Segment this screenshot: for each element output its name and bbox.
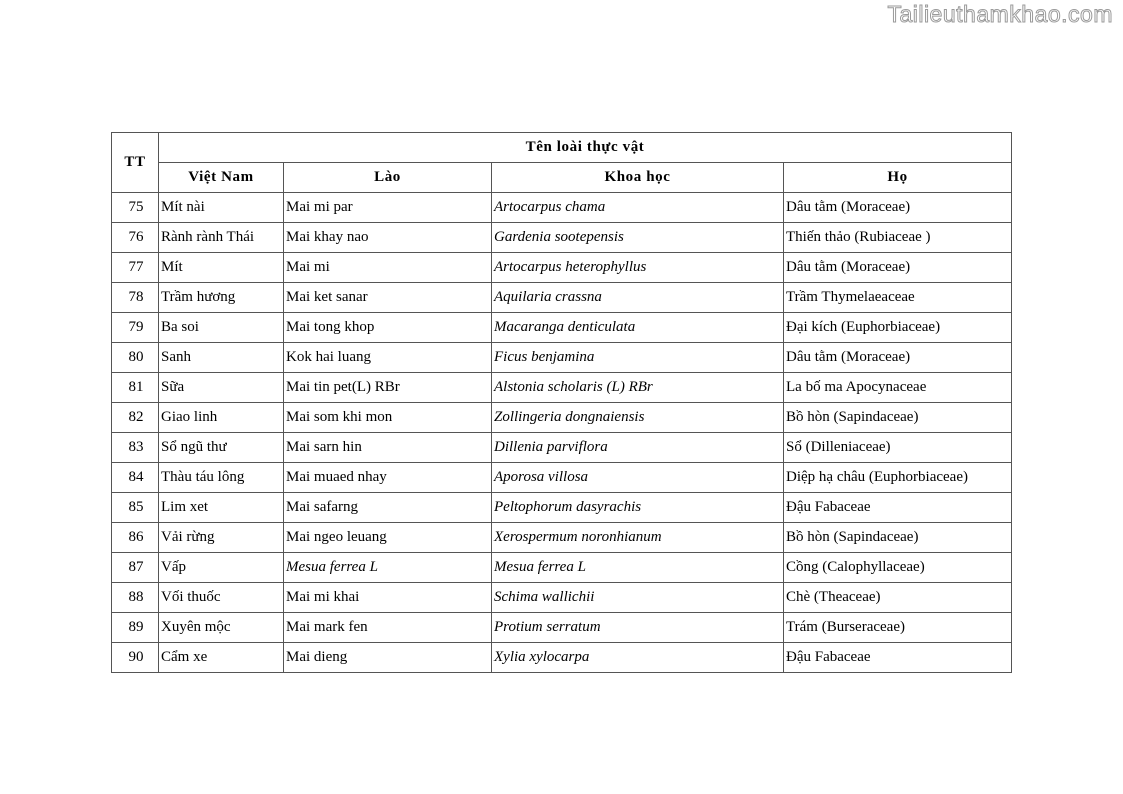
- cell-vietnam-name: Vải rừng: [159, 523, 284, 553]
- header-lao: Lào: [284, 163, 492, 193]
- cell-lao-name: Mai tin pet(L) RBr: [284, 373, 492, 403]
- cell-tt: 85: [112, 493, 159, 523]
- cell-scientific-name: Protium serratum: [492, 613, 784, 643]
- cell-family: Bồ hòn (Sapindaceae): [784, 523, 1012, 553]
- cell-lao-name: Mai khay nao: [284, 223, 492, 253]
- table-row: [112, 253, 1012, 283]
- cell-vietnam-name: Giao linh: [159, 403, 284, 433]
- cell-family: Cồng (Calophyllaceae): [784, 553, 1012, 583]
- cell-tt: 84: [112, 463, 159, 493]
- cell-tt: 75: [112, 193, 159, 223]
- cell-tt: 82: [112, 403, 159, 433]
- header-khoa-hoc: Khoa học: [492, 163, 784, 193]
- cell-scientific-name: Peltophorum dasyrachis: [492, 493, 784, 523]
- cell-lao-name: Mai muaed nhay: [284, 463, 492, 493]
- cell-vietnam-name: Xuyên mộc: [159, 613, 284, 643]
- table-row: [112, 433, 1012, 463]
- cell-family: Diệp hạ châu (Euphorbiaceae): [784, 463, 1012, 493]
- table-row: [112, 523, 1012, 553]
- cell-vietnam-name: Vấp: [159, 553, 284, 583]
- table-row: [112, 283, 1012, 313]
- cell-family: Trám (Burseraceae): [784, 613, 1012, 643]
- header-ho: Họ: [784, 163, 1012, 193]
- cell-vietnam-name: Cẩm xe: [159, 643, 284, 673]
- cell-tt: 78: [112, 283, 159, 313]
- cell-vietnam-name: Sổ ngũ thư: [159, 433, 284, 463]
- cell-lao-name: Mai mi par: [284, 193, 492, 223]
- cell-tt: 77: [112, 253, 159, 283]
- cell-family: Đậu Fabaceae: [784, 493, 1012, 523]
- table-row: [112, 463, 1012, 493]
- cell-family: Đại kích (Euphorbiaceae): [784, 313, 1012, 343]
- cell-tt: 83: [112, 433, 159, 463]
- header-vietnam: Việt Nam: [159, 163, 284, 193]
- cell-tt: 89: [112, 613, 159, 643]
- cell-family: Sổ (Dilleniaceae): [784, 433, 1012, 463]
- cell-family: Dâu tằm (Moraceae): [784, 343, 1012, 373]
- table-row: [112, 223, 1012, 253]
- cell-scientific-name: Alstonia scholaris (L) RBr: [492, 373, 784, 403]
- cell-vietnam-name: Trầm hương: [159, 283, 284, 313]
- header-group-title: Tên loài thực vật: [159, 133, 1012, 163]
- cell-tt: 76: [112, 223, 159, 253]
- cell-vietnam-name: Mít nài: [159, 193, 284, 223]
- cell-scientific-name: Xylia xylocarpa: [492, 643, 784, 673]
- cell-scientific-name: Ficus benjamina: [492, 343, 784, 373]
- plant-species-table: [111, 132, 1012, 673]
- cell-tt: 90: [112, 643, 159, 673]
- table-row: [112, 193, 1012, 223]
- cell-vietnam-name: Sữa: [159, 373, 284, 403]
- cell-tt: 81: [112, 373, 159, 403]
- cell-scientific-name: Zollingeria dongnaiensis: [492, 403, 784, 433]
- table-row: [112, 553, 1012, 583]
- table-row: [112, 583, 1012, 613]
- cell-vietnam-name: Lim xet: [159, 493, 284, 523]
- cell-family: Dâu tằm (Moraceae): [784, 193, 1012, 223]
- table-row: [112, 343, 1012, 373]
- cell-lao-name: Mai safarng: [284, 493, 492, 523]
- cell-tt: 86: [112, 523, 159, 553]
- watermark-text: Tailieuthamkhao.com: [887, 1, 1113, 27]
- cell-scientific-name: Mesua ferrea L: [492, 553, 784, 583]
- cell-scientific-name: Xerospermum noronhianum: [492, 523, 784, 553]
- table-subheader-row: [112, 163, 1012, 193]
- cell-lao-name: Kok hai luang: [284, 343, 492, 373]
- header-tt: TT: [112, 133, 159, 193]
- cell-family: Đậu Fabaceae: [784, 643, 1012, 673]
- cell-tt: 80: [112, 343, 159, 373]
- table-row: [112, 403, 1012, 433]
- table-header-row: [112, 133, 1012, 163]
- cell-vietnam-name: Mít: [159, 253, 284, 283]
- cell-vietnam-name: Sanh: [159, 343, 284, 373]
- cell-scientific-name: Artocarpus chama: [492, 193, 784, 223]
- cell-family: Trầm Thymelaeaceae: [784, 283, 1012, 313]
- cell-scientific-name: Dillenia parviflora: [492, 433, 784, 463]
- cell-tt: 87: [112, 553, 159, 583]
- cell-lao-name: Mai dieng: [284, 643, 492, 673]
- cell-lao-name: Mai mark fen: [284, 613, 492, 643]
- cell-lao-name: Mai mi khai: [284, 583, 492, 613]
- cell-family: Bồ hòn (Sapindaceae): [784, 403, 1012, 433]
- cell-lao-name: Mai ngeo leuang: [284, 523, 492, 553]
- cell-scientific-name: Schima wallichii: [492, 583, 784, 613]
- table-body: [112, 193, 1012, 673]
- cell-lao-name: Mai tong khop: [284, 313, 492, 343]
- table-row: [112, 313, 1012, 343]
- cell-vietnam-name: Ba soi: [159, 313, 284, 343]
- cell-tt: 79: [112, 313, 159, 343]
- cell-family: Thiến thảo (Rubiaceae ): [784, 223, 1012, 253]
- cell-lao-name: Mai ket sanar: [284, 283, 492, 313]
- table-row: [112, 493, 1012, 523]
- cell-scientific-name: Aporosa villosa: [492, 463, 784, 493]
- cell-family: Chè (Theaceae): [784, 583, 1012, 613]
- cell-lao-name: Mesua ferrea L: [284, 553, 492, 583]
- cell-vietnam-name: Vối thuốc: [159, 583, 284, 613]
- table-row: [112, 643, 1012, 673]
- cell-family: La bố ma Apocynaceae: [784, 373, 1012, 403]
- cell-family: Dâu tằm (Moraceae): [784, 253, 1012, 283]
- cell-lao-name: Mai mi: [284, 253, 492, 283]
- cell-lao-name: Mai som khi mon: [284, 403, 492, 433]
- cell-scientific-name: Gardenia sootepensis: [492, 223, 784, 253]
- cell-tt: 88: [112, 583, 159, 613]
- cell-scientific-name: Macaranga denticulata: [492, 313, 784, 343]
- cell-vietnam-name: Thàu táu lông: [159, 463, 284, 493]
- cell-scientific-name: Aquilaria crassna: [492, 283, 784, 313]
- cell-scientific-name: Artocarpus heterophyllus: [492, 253, 784, 283]
- cell-lao-name: Mai sarn hin: [284, 433, 492, 463]
- table-row: [112, 373, 1012, 403]
- table-row: [112, 613, 1012, 643]
- cell-vietnam-name: Rành rành Thái: [159, 223, 284, 253]
